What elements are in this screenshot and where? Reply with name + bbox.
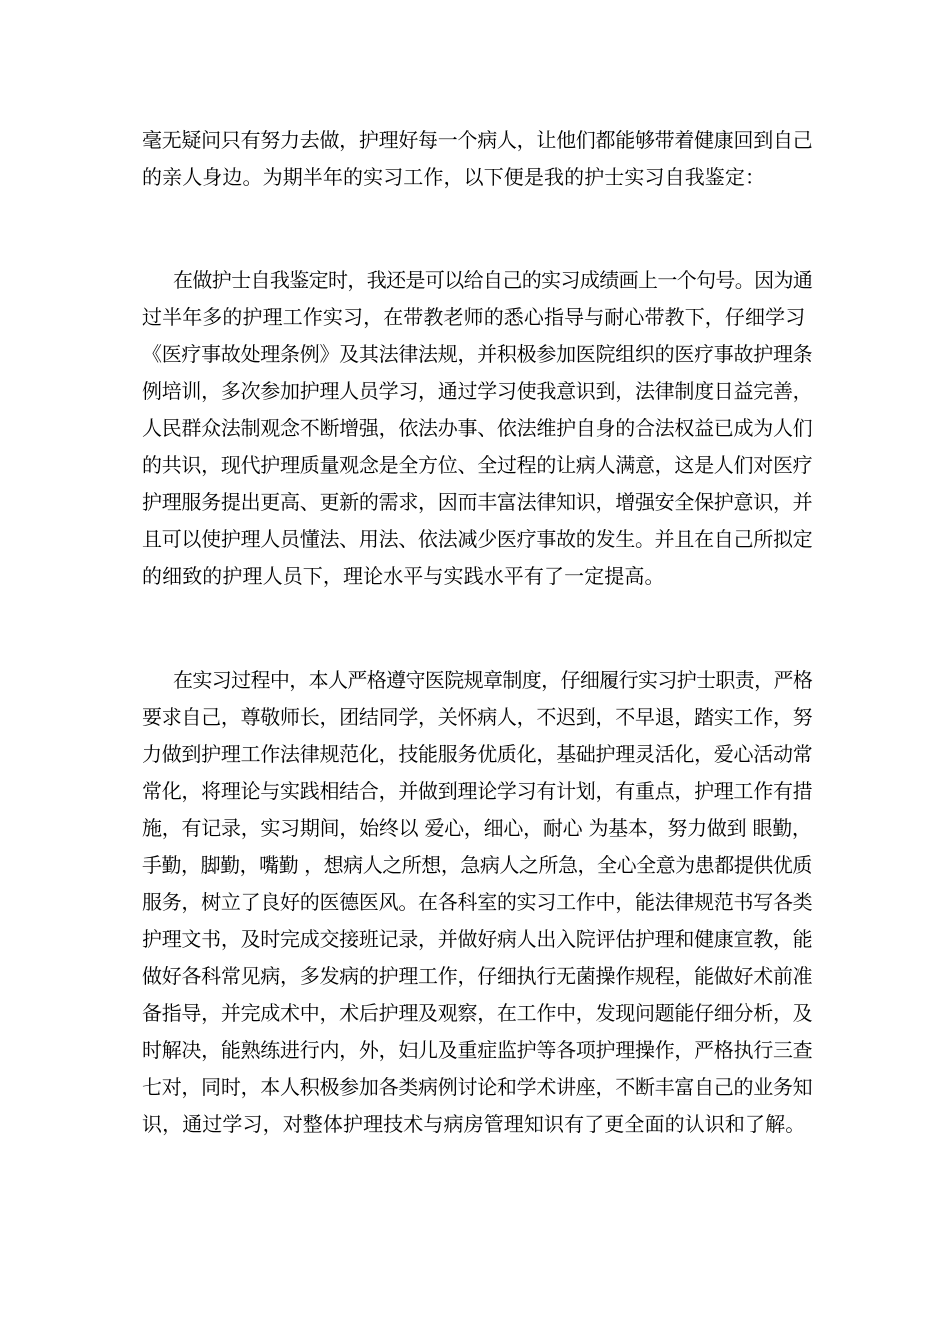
- paragraph-3-line-9: 做好各科常见病，多发病的护理工作，仔细执行无菌操作规程，能做好术前准: [142, 964, 813, 988]
- paragraph-2-line-3: 《医疗事故处理条例》及其法律法规，并积极参加医院组织的医疗事故护理条: [142, 342, 813, 366]
- paragraph-2-line-4: 例培训，多次参加护理人员学习，通过学习使我意识到，法律制度日益完善，: [142, 379, 813, 403]
- paragraph-1-line-1: 毫无疑问只有努力去做，护理好每一个病人，让他们都能够带着健康回到自己: [142, 128, 813, 152]
- paragraph-3-line-1: 在实习过程中，本人严格遵守医院规章制度，仔细履行实习护士职责，严格: [173, 668, 813, 692]
- paragraph-3-line-13: 识，通过学习，对整体护理技术与病房管理知识有了更全面的认识和了解。: [142, 1112, 806, 1136]
- paragraph-2-line-7: 护理服务提出更高、更新的需求，因而丰富法律知识，增强安全保护意识，并: [142, 490, 813, 514]
- paragraph-3-line-5: 施，有记录，实习期间，始终以 爱心，细心，耐心 为基本，努力做到 眼勤，: [142, 816, 812, 840]
- paragraph-3-line-7: 服务，树立了良好的医德医风。在各科室的实习工作中，能法律规范书写各类: [142, 890, 813, 914]
- paragraph-3-line-10: 备指导，并完成术中，术后护理及观察，在工作中，发现问题能仔细分析，及: [142, 1001, 813, 1025]
- paragraph-2-line-1: 在做护士自我鉴定时，我还是可以给自己的实习成绩画上一个句号。因为通: [173, 268, 813, 292]
- paragraph-2-line-6: 的共识，现代护理质量观念是全方位、全过程的让病人满意，这是人们对医疗: [142, 453, 813, 477]
- paragraph-3-line-6: 手勤，脚勤，嘴勤 ，想病人之所想，急病人之所急，全心全意为患都提供优质: [142, 853, 812, 877]
- paragraph-2-line-9: 的细致的护理人员下，理论水平与实践水平有了一定提高。: [142, 564, 665, 588]
- paragraph-3-line-11: 时解决，能熟练进行内，外，妇儿及重症监护等各项护理操作，严格执行三查: [142, 1038, 813, 1062]
- paragraph-2-line-8: 且可以使护理人员懂法、用法、依法减少医疗事故的发生。并且在自己所拟定: [142, 527, 813, 551]
- paragraph-3-line-8: 护理文书，及时完成交接班记录，并做好病人出入院评估护理和健康宣教，能: [142, 927, 813, 951]
- paragraph-2-line-5: 人民群众法制观念不断增强，依法办事、依法维护自身的合法权益已成为人们: [142, 416, 813, 440]
- paragraph-1-line-2: 的亲人身边。为期半年的实习工作，以下便是我的护士实习自我鉴定：: [142, 165, 766, 189]
- paragraph-3-line-2: 要求自己，尊敬师长，团结同学，关怀病人，不迟到，不早退，踏实工作，努: [142, 705, 813, 729]
- paragraph-2-line-2: 过半年多的护理工作实习，在带教老师的悉心指导与耐心带教下，仔细学习: [142, 305, 806, 329]
- paragraph-3-line-3: 力做到护理工作法律规范化，技能服务优质化，基础护理灵活化，爱心活动常: [142, 742, 813, 766]
- paragraph-3-line-4: 常化，将理论与实践相结合，并做到理论学习有计划，有重点，护理工作有措: [142, 779, 813, 803]
- paragraph-3-line-12: 七对，同时，本人积极参加各类病例讨论和学术讲座，不断丰富自己的业务知: [142, 1075, 813, 1099]
